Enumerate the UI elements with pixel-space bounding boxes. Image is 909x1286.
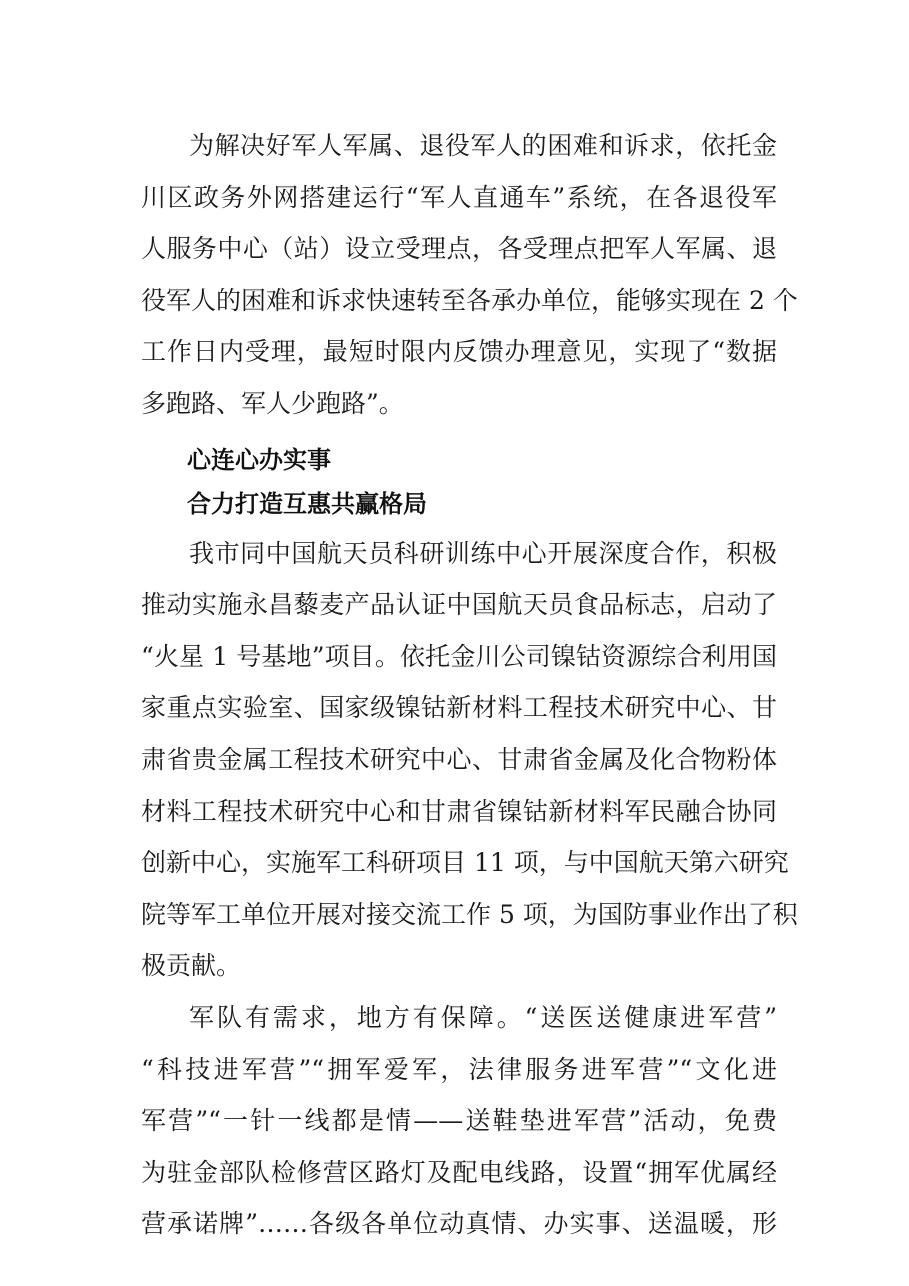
paragraph-line: 推动实施永昌藜麦产品认证中国航天员食品标志，启动了 [141,590,777,620]
section-subheading: 合力打造互惠共赢格局 [187,489,427,518]
paragraph-line: 家重点实验室、国家级镍钴新材料工程技术研究中心、甘 [141,693,777,723]
paragraph-3 [141,992,777,1250]
paragraph-line: 创新中心，实施军工科研项目 11 项，与中国航天第六研究 [141,848,789,878]
paragraph-line: 川区政务外网搭建运行“军人直通车”系统，在各退役军 [141,182,777,212]
paragraph-1 [141,120,798,430]
paragraph-line: 工作日内受理，最短时限内反馈办理意见，实现了“数据 [141,337,777,367]
paragraph-line: 为驻金部队检修营区路灯及配电线路，设置“拥军优属经 [141,1157,777,1187]
paragraph-line: 材料工程技术研究中心和甘肃省镍钴新材料军民融合协同 [141,796,777,826]
paragraph-line: 我市同中国航天员科研训练中心开展深度合作，积极 [189,538,777,568]
section-heading: 心连心办实事 [187,445,331,474]
paragraph-line: 多跑路、军人少跑路”。 [141,388,404,418]
paragraph-line: 为解决好军人军属、退役军人的困难和诉求，依托金 [189,131,777,160]
paragraph-2 [141,528,798,992]
paragraph-line: 军队有需求，地方有保障。“送医送健康进军营” [189,1002,777,1032]
paragraph-line: 肃省贵金属工程技术研究中心、甘肃省金属及化合物粉体 [141,744,777,774]
paragraph-line: “科技进军营”“拥军爱军，法律服务进军营”“文化进 [141,1054,777,1084]
paragraph-line: 役军人的困难和诉求快速转至各承办单位，能够实现在 2 个 [141,285,798,315]
paragraph-line: “火星 1 号基地”项目。依托金川公司镍钴资源综合利用国 [141,641,777,671]
paragraph-line: 军营”“一针一线都是情——送鞋垫进军营”活动，免费 [141,1106,777,1136]
paragraph-line: 营承诺牌”……各级各单位动真情、办实事、送温暖，形 [141,1209,777,1239]
paragraph-line: 院等军工单位开展对接交流工作 5 项，为国防事业作出了积 [141,899,798,929]
document-body [141,120,798,1250]
paragraph-line: 极贡献。 [141,951,242,981]
paragraph-line: 人服务中心（站）设立受理点，各受理点把军人军属、退 [141,234,777,264]
